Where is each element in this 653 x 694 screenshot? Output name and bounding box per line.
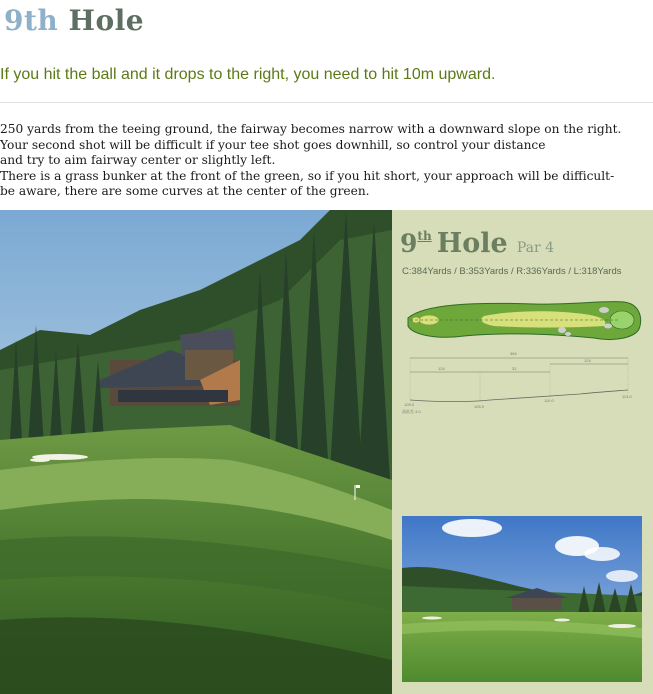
course-layout-map bbox=[404, 296, 644, 346]
hole-tagline: If you hit the ball and it drops to the right, you need to hit 10m upward. bbox=[0, 66, 496, 83]
profile-total-label: 384 bbox=[510, 351, 517, 356]
title-number: 9th bbox=[4, 4, 59, 37]
green-photo bbox=[402, 516, 642, 682]
hole-info-title bbox=[400, 228, 554, 259]
description-line: There is a grass bunker at the front of the green, so if you hit short, your approach will be difficult- bbox=[0, 168, 615, 183]
hole-number-suffix: th bbox=[417, 229, 432, 243]
profile-seg3-label: 124 bbox=[584, 358, 591, 363]
elevation-right1-label: 110.0 bbox=[544, 398, 554, 403]
elevation-left-label: 109.0 bbox=[404, 402, 415, 407]
hole-description bbox=[0, 122, 653, 200]
divider bbox=[0, 102, 653, 103]
profile-seg2-label: 32 bbox=[512, 366, 517, 371]
fairway-photo-illustration bbox=[0, 210, 392, 694]
elevation-right2-label: 113.0 bbox=[622, 394, 632, 399]
par-label: Par 4 bbox=[516, 240, 555, 256]
hole-word: Hole bbox=[436, 228, 508, 259]
elevation-profile bbox=[400, 350, 640, 420]
profile-seg1-label: 124 bbox=[438, 366, 445, 371]
yardage-info: C:384Yards / B:353Yards / R:336Yards / L:318Yards bbox=[402, 266, 622, 277]
fairway-photo bbox=[0, 210, 392, 694]
page-title bbox=[4, 4, 144, 37]
elevation-mid-label: 105.0 bbox=[474, 404, 485, 409]
description-line: and try to aim fairway center or slightly left. bbox=[0, 153, 276, 168]
elevation-difference-label: 高低差 4.0 bbox=[402, 409, 421, 414]
hole-number: 9th bbox=[400, 229, 432, 258]
title-word: Hole bbox=[68, 4, 145, 37]
description-line: 250 yards from the teeing ground, the fairway becomes narrow with a downward slope on the right. bbox=[0, 122, 622, 136]
green-photo-illustration bbox=[402, 516, 642, 682]
description-line: Your second shot will be difficult if your tee shot goes downhill, so control your distance bbox=[0, 137, 546, 152]
description-line: be aware, there are some curves at the center of the green. bbox=[0, 184, 370, 199]
